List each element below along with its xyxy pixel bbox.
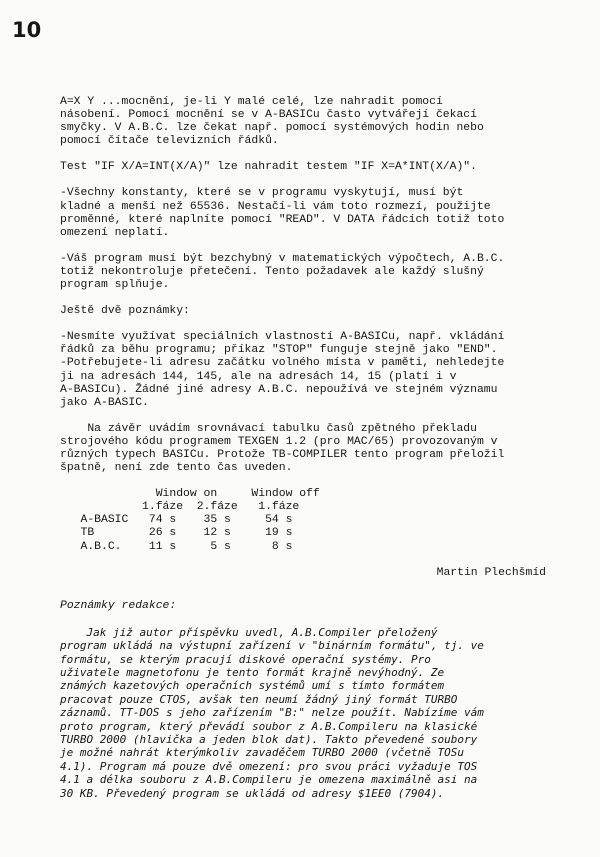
paragraph-int-test: Test "IF X/A=INT(X/A)" lze nahradit testem "IF X=A*INT(X/A)".: [60, 161, 477, 174]
timing-row-abc: A.B.C. 11 s 5 s 8 s: [60, 540, 293, 553]
paragraph-math: -Váš program musí být bezchybný v matematických výpočtech, A.B.C. totiž nekontroluje přetečení. Tento požadavek ale každý slušný program splňuje.: [60, 252, 505, 292]
timing-table: [60, 488, 546, 553]
editor-notes-title: Poznámky redakce:: [60, 599, 177, 612]
paragraph-notes: -Nesmíte využívat speciálních vlastností A-BASICu, např. vkládání řádků za běhu programu; příkaz "STOP" funguje stejně jako "END". -Potřebujete-li adresu začátku volného místa v paměti, nehledejte ji na adresách 144, 145, ale na adresách 14, 15 (platí i v A-BASICu). Žádné jiné adresy A.B.C. nepoužívá ve stejném významu jako A-BASIC.: [60, 331, 505, 409]
timing-header-phase: 1.fáze 2.fáze 1.fáze: [60, 501, 300, 514]
paragraph-constants: -Všechny konstanty, které se v programu vyskytují, musí být kladné a menší než 65536. Nestačí-li vám toto rozmezí, použijte proměnné, které naplníte pomocí "READ". V DATA řádcích totiž toto omezení neplatí.: [60, 187, 505, 239]
article-body: [60, 96, 546, 800]
page-number: 10: [12, 18, 42, 42]
timing-header-window: Window on Window off: [60, 488, 320, 501]
timing-row-abasic: A-BASIC 74 s 35 s 54 s: [60, 514, 293, 527]
author-signature: Martin Plechšmíd: [436, 566, 546, 579]
paragraph-two-notes-heading: Ještě dvě poznámky:: [60, 305, 190, 318]
editor-notes-text: Jak již autor příspěvku uvedl, A.B.Compiler přeložený program ukládá na výstupní zařízení v "binárním formátu", tj. ve formátu, se kterým pracují diskové operační systémy. Pro uživatele magnetofonu je tento formát krajně nevýhodný. Ze známých kazetových operačních systémů umí s tímto formátem pracovat pouze CTOS, avšak ten neumí žádný jiný formát TURBO záznamů. TT-DOS s jeho zařízením "B:" nelze použít. Nabízíme vám proto program, který převádí soubor z A.B.Compileru na klasické TURBO 2000 (hlavička a jeden blok dat). Takto převedené soubory je možné nahrát kterýmkoliv zavaděčem TURBO 2000 (včetně TOSu 4.1). Program má pouze dvě omezení: pro svou práci vyžaduje TOS 4.1 a délka souboru z A.B.Compileru je omezena maximálně asi na 30 KB. Převedený program se ukládá od adresy $1EE0 (7904).: [60, 625, 484, 800]
paragraph-comparison: Na závěr uvádím srovnávací tabulku časů zpětného překladu strojového kódu programem TEXGEN 1.2 (pro MAC/65) provozovaným v různých typech BASICu. Protože TB-COMPILER tento program přeložil špatně, není zde tento čas uveden.: [60, 422, 505, 475]
paragraph-exponent: A=X Y ...mocnění, je-li Y malé celé, lze nahradit pomocí násobení. Pomocí mocnění se v A-BASICu často vytvářejí čekací smyčky. V A.B.C. lze čekat např. pomocí systémových hodin nebo pomocí čítače televizních řádků.: [60, 96, 484, 148]
timing-row-tb: TB 26 s 12 s 19 s: [60, 527, 293, 540]
